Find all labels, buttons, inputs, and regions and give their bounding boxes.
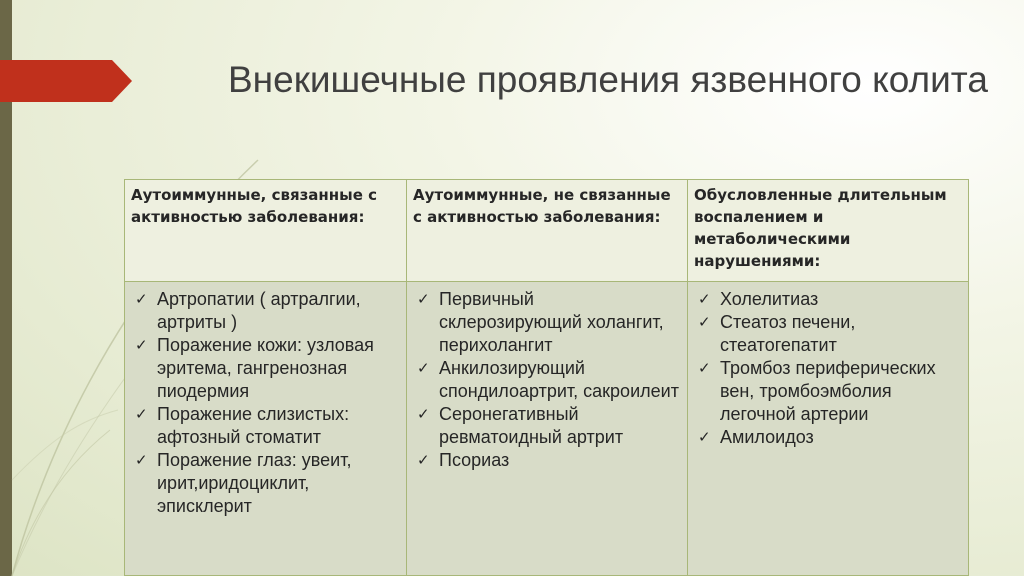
list-item-text: Поражение кожи: узловая эритема, гангренозная пиодермия (157, 335, 374, 401)
check-mark-icon: ✓ (698, 313, 711, 331)
list-item (131, 403, 400, 449)
check-mark-icon: ✓ (417, 290, 430, 308)
list-item-text: Поражение глаз: увеит, ирит,иридоциклит, эписклерит (157, 450, 352, 516)
column-header-metabolic: Обусловленные длительным воспалением и метаболическими нарушениями: (688, 180, 969, 282)
list-item (131, 288, 400, 334)
slide-title: Внекишечные проявления язвенного колита (228, 59, 988, 100)
table-header-row (125, 180, 969, 282)
red-arrow-icon (0, 60, 132, 102)
manifestation-list (131, 288, 400, 518)
list-item (131, 334, 400, 403)
check-mark-icon: ✓ (417, 405, 430, 423)
manifestations-table (124, 179, 969, 576)
column-cell-autoimmune-activity (125, 282, 407, 576)
column-cell-metabolic (688, 282, 969, 576)
check-mark-icon: ✓ (135, 290, 148, 308)
list-item-text: Анкилозирующий спондилоартрит, сакроилеит (439, 358, 679, 401)
list-item-text: Амилоидоз (720, 427, 814, 447)
list-item (413, 288, 681, 357)
list-item-text: Артропатии ( артралгии, артриты ) (157, 289, 361, 332)
column-cell-autoimmune-independent (407, 282, 688, 576)
list-item (413, 403, 681, 449)
list-item-text: Поражение слизистых: афтозный стоматит (157, 404, 350, 447)
check-mark-icon: ✓ (417, 451, 430, 469)
list-item-text: Псориаз (439, 450, 510, 470)
column-header-autoimmune-activity: Аутоиммунные, связанные с активностью заболевания: (125, 180, 407, 282)
check-mark-icon: ✓ (417, 359, 430, 377)
check-mark-icon: ✓ (698, 428, 711, 446)
list-item-text: Серонегативный ревматоидный артрит (439, 404, 624, 447)
list-item-text: Стеатоз печени, стеатогепатит (720, 312, 856, 355)
manifestation-list (413, 288, 681, 472)
list-item (694, 426, 962, 449)
list-item (694, 288, 962, 311)
table-body-row (125, 282, 969, 576)
list-item (694, 311, 962, 357)
check-mark-icon: ✓ (135, 336, 148, 354)
list-item (694, 357, 962, 426)
list-item (413, 357, 681, 403)
manifestation-list (694, 288, 962, 449)
list-item-text: Холелитиаз (720, 289, 819, 309)
list-item (131, 449, 400, 518)
check-mark-icon: ✓ (698, 290, 711, 308)
list-item (413, 449, 681, 472)
check-mark-icon: ✓ (698, 359, 711, 377)
column-header-autoimmune-independent: Аутоиммунные, не связанные с активностью заболевания: (407, 180, 688, 282)
list-item-text: Тромбоз периферических вен, тромбоэмболия легочной артерии (720, 358, 936, 424)
list-item-text: Первичный склерозирующий холангит, перихолангит (439, 289, 664, 355)
check-mark-icon: ✓ (135, 405, 148, 423)
check-mark-icon: ✓ (135, 451, 148, 469)
